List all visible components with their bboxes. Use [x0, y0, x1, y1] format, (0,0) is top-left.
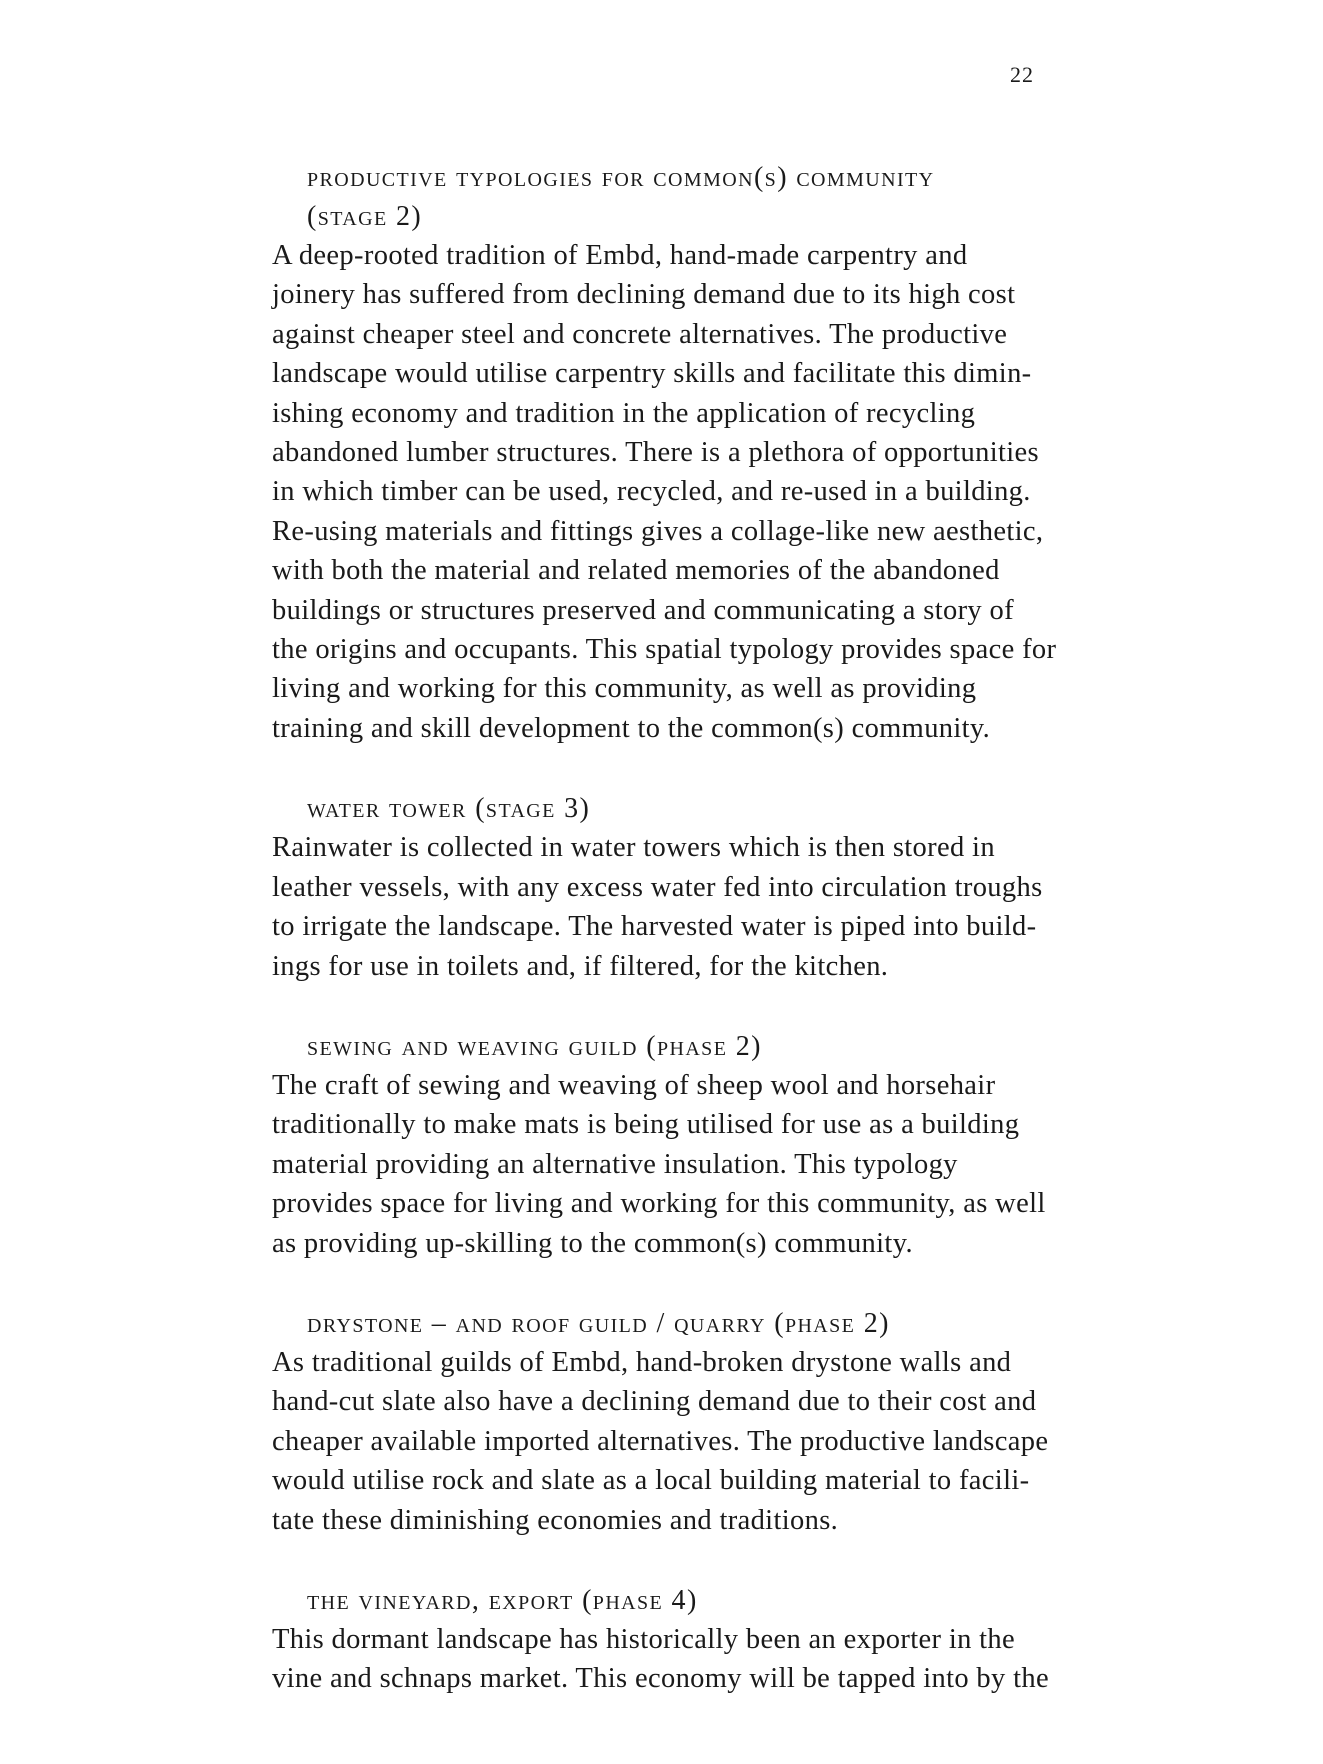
section-heading: the vineyard, export (phase 4) [307, 1584, 698, 1616]
page-number: 22 [1010, 62, 1034, 87]
section-paragraph: Rainwater is collected in water towers which is then stored in leather vessels, with any excess water fed into circulation troughs to irrigate the landscape. The harvested water is piped into build- ings for use in toilets and, if filtered, for the kitchen. [272, 832, 1043, 982]
section-heading: drystone – and roof guild / quarry (phase 2) [307, 1307, 890, 1339]
document-body [272, 158, 1232, 1740]
section-drystone-roof-guild [272, 1304, 1232, 1540]
section-heading: productive typologies for common(s) community (stage 2) [307, 162, 935, 232]
section-heading: sewing and weaving guild (phase 2) [307, 1030, 762, 1062]
section-water-tower [272, 789, 1232, 986]
section-productive-typologies [272, 158, 1232, 748]
section-heading: water tower (stage 3) [307, 793, 591, 825]
section-paragraph: A deep-rooted tradition of Embd, hand-made carpentry and joinery has suffered from declining demand due to its high cost against cheaper steel and concrete alternatives. The productive landscape would utilise carpentry skills and facilitate this dimin- ishing economy and tradition in the application of recycling abandoned lumber structures. There is a plethora of opportunities in which timber can be used, recycled, and re-used in a building. Re-using materials and fittings gives a collage-like new aesthetic, with both the material and related memories of the abandoned buildings or structures preserved and communicating a story of the origins and occupants. This spatial typology provides space for living and working for this community, as well as providing training and skill development to the common(s) community. [272, 240, 1057, 744]
section-paragraph: As traditional guilds of Embd, hand-broken drystone walls and hand-cut slate also have a declining demand due to their cost and cheaper available imported alternatives. The productive landscape would utilise rock and slate as a local building material to facili- tate these diminishing economies and traditions. [272, 1346, 1049, 1536]
section-paragraph: The craft of sewing and weaving of sheep wool and horsehair traditionally to make mats is being utilised for use as a building material providing an alternative insulation. This typology provides space for living and working for this community, as well as providing up-skilling to the common(s) community. [272, 1069, 1046, 1259]
section-sewing-weaving-guild [272, 1027, 1232, 1263]
section-vineyard-export [272, 1581, 1232, 1699]
section-paragraph: This dormant landscape has historically been an exporter in the vine and schnaps market. This economy will be tapped into by the [272, 1623, 1049, 1695]
